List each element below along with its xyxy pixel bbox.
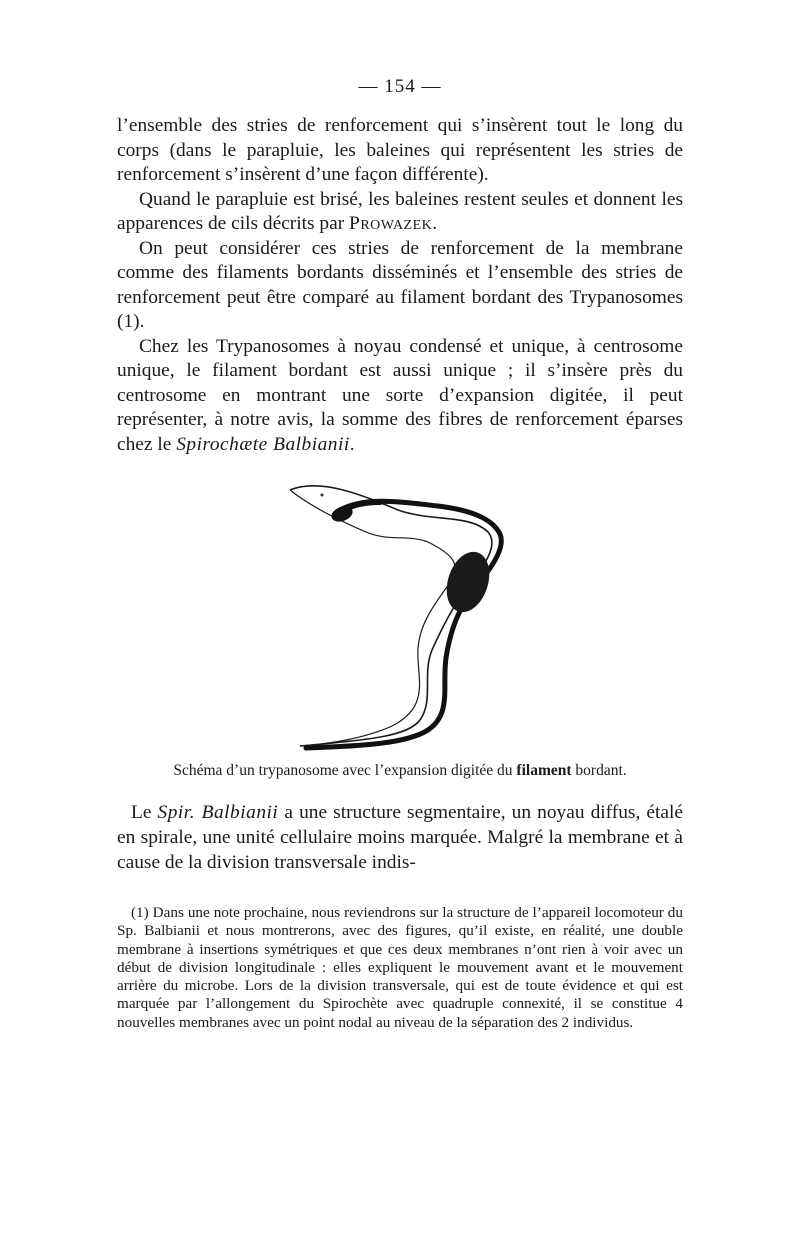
species-name-short: Spir. Balbianii [157, 802, 279, 823]
body-outline-inner [290, 490, 455, 746]
paragraph-2-text: Quand le parapluie est brisé, les baleines restent seules et donnent les apparences de cils décrits par [117, 188, 683, 234]
paragraph-4-text: Chez les Trypanosomes à noyau condensé et unique, à centrosome unique, le filament bordant est aussi unique ; il s’insère près du centrosome en montrant une sorte d’expansion digitée, il peut représenter, à notre avis, la somme des fibres de renforcement éparses chez le [117, 335, 683, 455]
paragraph-2-end: . [432, 213, 438, 234]
author-name: Prowazek [349, 213, 433, 234]
page-number: — 154 — [358, 76, 442, 97]
caption-end: bordant. [571, 762, 627, 779]
body-text-upper [117, 114, 683, 457]
trypanosome-drawing [170, 462, 650, 754]
paragraph-3: On peut considérer ces stries de renforcement de la membrane comme des filaments bordants disséminés et l’ensemble des stries de renforcement peut être comparé au filament bordant des Trypanosomes (1). [117, 237, 683, 332]
caption-bold-word: filament [516, 762, 572, 779]
paragraph-4-end: . [349, 433, 355, 455]
footnote [117, 904, 683, 1032]
body-text-lower [117, 800, 683, 875]
paragraph-1: l’ensemble des stries de renforcement qui s’insèrent tout le long du corps (dans le parapluie, les baleines qui représentent les stries de renforcement s’insèrent d’une façon différente). [117, 115, 683, 185]
speck [321, 494, 324, 497]
body-outline [290, 486, 492, 746]
species-name: Spirochæte Balbianii [176, 433, 350, 455]
trypanosome-figure [170, 462, 650, 754]
paragraph-4 [117, 335, 683, 458]
paragraph-5 [117, 800, 683, 875]
paragraph-5-start: Le [131, 802, 158, 823]
paragraph-2 [117, 188, 683, 237]
figure-caption [117, 762, 683, 780]
footnote-text: (1) Dans une note prochaine, nous reviendrons sur la structure de l’appareil locomoteur du Sp. Balbianii et nous montrerons, avec des figures, qu’il existe, en réalité, une double membrane à insertions symétriques et que ces deux membranes n’ont rien à voir avec un début de division longitudinale : elles expliquent le mouvement avant et le mouvement arrière du microbe. Lors de la division transversale, qui est de toute évidence et qui est marquée par l’allongement du Spirochète avec quadruple connexité, il se constitue 4 nouvelles membranes avec un point nodal au niveau de la séparation des 2 individus. [117, 904, 683, 1031]
caption-text: Schéma d’un trypanosome avec l’expansion digitée du [173, 762, 517, 779]
paragraph-5-text: a une structure segmentaire, un noyau diffus, étalé en spirale, une unité cellulaire moins marquée. Malgré la membrane et à cause de la division transversale indis- [117, 802, 683, 873]
